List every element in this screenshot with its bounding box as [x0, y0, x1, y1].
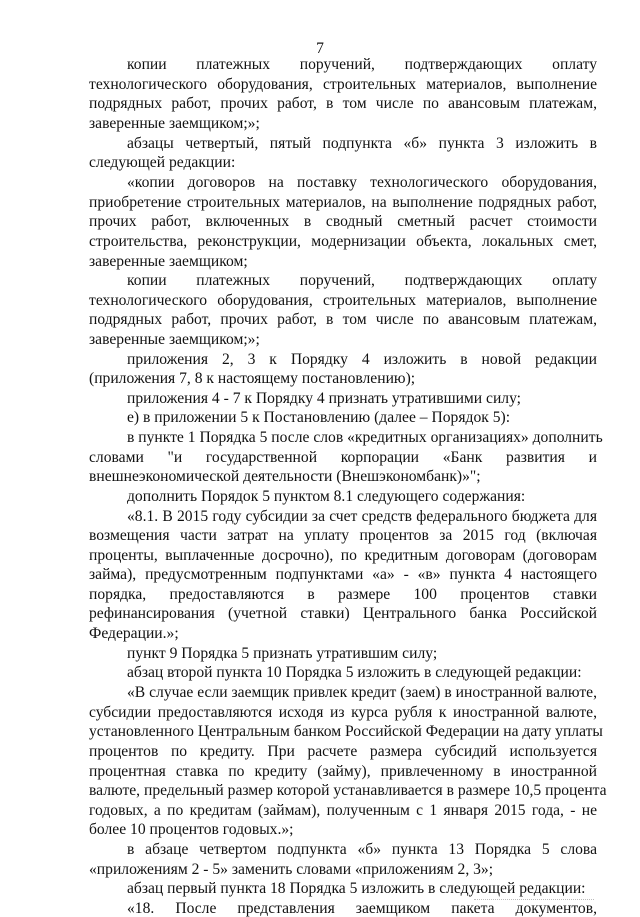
text-line: заверенные заемщиком;»;: [89, 115, 260, 132]
text-line: «копии договоров на поставку технологического оборудования,: [127, 174, 597, 191]
text-line: возмещения части затрат на уплату процентов за 2015 год (включая: [89, 527, 597, 544]
text-line: процентов по кредиту. При расчете размера субсидий используется: [89, 743, 597, 760]
text-line: прочих работ, включенных в сводный сметный расчет стоимости: [89, 213, 597, 230]
text-line: (приложения 7, 8 к настоящему постановлению);: [89, 370, 416, 387]
text-line: рефинансирования (учетной ставки) Центрального банка Российской: [89, 605, 597, 622]
text-line: проценты, выплаченные досрочно), по кредитным договорам (договорам: [89, 547, 597, 564]
text-line: заверенные заемщиком;»;: [89, 331, 260, 348]
scan-artifact: [474, 899, 594, 901]
text-line: установленного Центральным банком Российской Федерации на дату уплаты: [89, 723, 603, 740]
text-line: заверенные заемщиком;: [89, 253, 248, 270]
text-line: «8.1. В 2015 году субсидии за счет средств федерального бюджета для: [127, 508, 597, 525]
text-line: пункт 9 Порядка 5 признать утратившим силу;: [127, 645, 438, 662]
text-line: приобретение строительных материалов, на выполнение подрядных работ,: [89, 194, 597, 211]
text-line: подрядных работ, прочих работ, в том числе по авансовым платежам,: [89, 311, 597, 328]
text-line: процентная ставка по кредиту (займу), привлеченному в иностранной: [89, 763, 597, 780]
text-line: валюте, предельный размер которой устанавливается в размере 10,5 процента: [89, 782, 607, 799]
page-number: 7: [316, 40, 324, 57]
text-line: дополнить Порядок 5 пунктом 8.1 следующего содержания:: [127, 488, 526, 505]
text-line: субсидии предоставляются исходя из курса рубля к иностранной валюте,: [89, 704, 597, 721]
text-line: «18. После представления заемщиком пакета документов,: [127, 900, 597, 917]
text-line: «приложениям 2 - 5» заменить словами «приложениям 2, 3»;: [89, 861, 494, 878]
text-line: «В случае если заемщик привлек кредит (заем) в иностранной валюте,: [127, 684, 597, 701]
text-line: технологического оборудования, строительных материалов, выполнение: [89, 292, 597, 309]
text-line: приложения 2, 3 к Порядку 4 изложить в новой редакции: [127, 351, 597, 368]
text-line: внешнеэкономической деятельности (Внешэкономбанк)»";: [89, 468, 481, 485]
text-line: более 10 процентов годовых.»;: [89, 821, 294, 838]
text-line: строительства, реконструкции, модернизации объекта, локальных смет,: [89, 233, 597, 250]
text-line: приложения 4 - 7 к Порядку 4 признать утратившими силу;: [127, 390, 522, 407]
text-line: абзацы четвертый, пятый подпункта «б» пункта 3 изложить в: [127, 135, 597, 152]
text-line: Федерации.»;: [89, 625, 179, 642]
text-line: копии платежных поручений, подтверждающих оплату: [127, 272, 597, 289]
text-line: в пункте 1 Порядка 5 после слов «кредитных организациях» дополнить: [127, 429, 603, 446]
text-line: технологического оборудования, строительных материалов, выполнение: [89, 76, 597, 93]
text-line: годовых, а по кредитам (займам), полученным с 1 января 2015 года, - не: [89, 802, 597, 819]
text-line: подрядных работ, прочих работ, в том числе по авансовым платежам,: [89, 95, 597, 112]
text-line: е) в приложении 5 к Постановлению (далее – Порядок 5):: [127, 409, 511, 426]
text-line: копии платежных поручений, подтверждающих оплату: [127, 56, 597, 73]
text-line: абзац второй пункта 10 Порядка 5 изложить в следующей редакции:: [127, 664, 582, 681]
text-line: в абзаце четвертом подпункта «б» пункта 13 Порядка 5 слова: [127, 841, 597, 858]
text-line: займа), предусмотренным подпунктами «а» - «в» пункта 4 настоящего: [89, 566, 597, 583]
text-line: абзац первый пункта 18 Порядка 5 изложить в следующей редакции:: [127, 880, 586, 897]
text-line: порядка, предоставляются в размере 100 процентов ставки: [89, 586, 597, 603]
text-line: словами "и государственной корпорации «Банк развития и: [89, 449, 597, 466]
text-line: следующей редакции:: [89, 154, 236, 171]
